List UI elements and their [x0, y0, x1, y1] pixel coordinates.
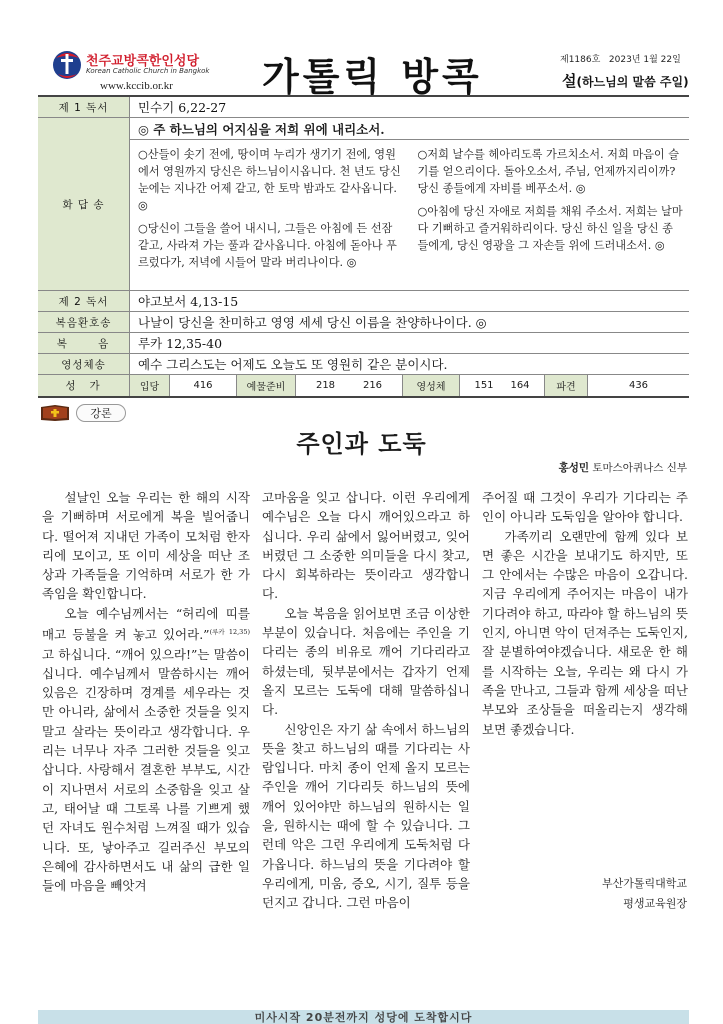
- second-reading-value: 야고보서 4,13-15: [138, 294, 239, 309]
- offertory-hymn-label: 예물준비: [236, 375, 296, 396]
- homily-paragraph: [42, 604, 250, 896]
- bulletin-title: 가톨릭 방콕: [262, 55, 483, 99]
- second-reading-label: 제 2 독서: [38, 291, 130, 311]
- author-title: 토마스아퀴나스 신부: [592, 462, 687, 474]
- feast-sub: (하느님의 말씀 주일): [576, 75, 689, 89]
- author-name: 홍성민: [558, 462, 590, 474]
- homily-paragraph: 가족끼리 오랜만에 함께 있다 보면 좋은 시간을 보내기도 하지만, 또 그 안에서는 수많은 마음이 오갑니다. 지금 우리에게 주어지는 마음이 내가 기다려야 하고, 따라야 할 하느님의 뜻인지, 아니면 악이 던져주는 도둑인지, 잘 분별하여야겠습니다. 새로운 한 해를 시작하는 오늘, 우리는 왜 다시 가족을 만나고, 그들과 함께 세상을 떠난 부모와 조상들을 떠올리는지 생각해 보면 좋겠습니다.: [482, 528, 688, 737]
- hymn-numbers: [130, 375, 689, 396]
- church-name: 천주교방콕한인성당: [86, 54, 200, 69]
- homily-column-2: [262, 488, 470, 913]
- issue-info: [560, 52, 681, 65]
- psalm-verses-right: [410, 140, 690, 290]
- entrance-hymn-label: 입당: [130, 375, 170, 396]
- homily-title: 주인과 도둑: [296, 430, 427, 458]
- communion-hymn-number: 164: [510, 380, 530, 391]
- gospel-label: 복 음: [38, 333, 130, 353]
- psalm-content: [130, 118, 689, 290]
- homily-text: 고 하십니다. “깨어 있으라!”는 말씀이십니다. 예수님께서 말씀하시는 깨어있음은 긴장하며 경계를 세우라는 것만 아니라, 삶에서 소중한 것들을 잊지 말고 살라는 뜻이라고 생각합니다. 우리는 너무나 자주 그러한 것들을 잊고 삽니다. 사랑해서 결혼한 부부도, 시간이 지나면서 서로의 소중함을 잊고 살고, 태어날 때 그토록 나를 기쁘게 했던 자녀도 원수처럼 느껴질 때가 있습니다. 또, 낳아주고 길러주신 부모의 은혜에 감사하면서도 내 삶의 급한 일들에 마음을 빼앗겨: [42, 646, 250, 894]
- homily-column-1: [42, 488, 250, 895]
- alleluia-label: 복음환호송: [38, 312, 130, 332]
- first-reading-label: 제 1 독서: [38, 97, 130, 117]
- bulletin-header: [0, 0, 723, 99]
- homily-author: [559, 460, 687, 475]
- gospel-row: [38, 333, 689, 354]
- homily-paragraph: 신앙인은 자기 삶 속에서 하느님의 뜻을 찾고 하느님의 때를 기다리는 사람입니다. 마치 종이 언제 올지 모르는 주인을 깨어 기다리듯 하느님의 뜻에 깨어 있어야만 하느님의 원하시는 일을, 원하시는 때에 할 수 있습니다. 그런데 악은 그런 우리에게 도둑처럼 다가옵니다. 하느님의 뜻을 기다려야 할 우리에게, 미움, 증오, 시기, 질투 등을 던지고 갑니다. 그런 마음이: [262, 721, 470, 911]
- psalm-row: [38, 118, 689, 291]
- issue-number: 제1186호: [560, 55, 601, 65]
- feast-main: 설: [562, 72, 577, 90]
- homily-column-3: [482, 488, 688, 739]
- psalm-verse: ○산들이 솟기 전에, 땅이며 누리가 생기기 전에, 영원에서 영원까지 당신은 하느님이시옵니다. 천 년도 당신 눈에는 지나간 어제 같고, 한 토막 밤과도 같사옵니다. ◎: [138, 148, 401, 212]
- psalm-refrain: ◎ 주 하느님의 어지심을 저희 위에 내리소서.: [130, 118, 689, 140]
- communion-antiphon-label: 영성체송: [38, 354, 130, 374]
- entrance-hymn-number: 416: [193, 380, 213, 391]
- offertory-hymn-number: 218: [315, 380, 336, 391]
- communion-hymn-label: 영성체: [402, 375, 460, 396]
- psalm-verse: ○당신이 그들을 쓸어 내시니, 그들은 아침에 든 선잠 같고, 사라져 가는 풀과 같사옵니다. 아침에 돋아나 푸르렀다가, 저녁에 시들어 말라 버리나이다. ◎: [138, 222, 397, 269]
- homily-tag: 강론: [76, 404, 126, 422]
- issue-date: 2023년 1월 22일: [608, 55, 681, 65]
- communion-hymn-number: 151: [474, 380, 494, 391]
- feast-name: [562, 70, 689, 91]
- footer-notice: 미사시작 20분전까지 성당에 도착합시다: [38, 1010, 689, 1024]
- homily-text: 오늘 예수님께서는 “허리에 띠를 매고 등불을 켜 놓고 있어라.”: [42, 605, 250, 643]
- hymns-row: [38, 375, 689, 396]
- psalm-verses: [130, 140, 689, 290]
- psalm-verse: ○저희 날수를 헤아리도록 가르치소서. 저희 마음이 슬기를 얻으리이다. 돌아오소서, 주님, 언제까지리이까? 당신 종들에게 자비를 베푸소서. ◎: [417, 148, 680, 195]
- scripture-citation: (루카 12,35): [209, 628, 250, 637]
- offertory-hymn-numbers: [296, 375, 402, 396]
- bible-icon: [40, 404, 70, 422]
- homily-paragraph: 주어질 때 그것이 우리가 기다리는 주인이 아니라 도둑임을 알아야 합니다.: [482, 490, 688, 525]
- recessional-hymn-number: 436: [628, 380, 649, 391]
- church-logo-icon: [52, 48, 82, 82]
- readings-table: [38, 95, 689, 398]
- recessional-hymn-label: 파견: [544, 375, 588, 396]
- communion-antiphon-row: [38, 354, 689, 375]
- alleluia-value: 나날이 당신을 찬미하고 영영 세세 당신 이름을 찬양하나이다. ◎: [138, 315, 487, 330]
- homily-paragraph: 고마움을 잊고 삽니다. 이런 우리에게 예수님은 오늘 다시 깨어있으라고 하십니다. 우리 삶에서 잃어버렸고, 잊어버렸던 그 소중한 의미들을 다시 찾고, 다시 회복하라는 뜻이라고 생각합니다.: [262, 490, 470, 602]
- communion-hymn-numbers: [460, 375, 544, 396]
- homily-paragraph: 오늘 복음을 읽어보면 조금 이상한 부분이 있습니다. 처음에는 주인을 기다리는 종의 비유로 깨어 기다리라고 하셨는데, 뒷부분에서는 갑자기 언제 올지 모르는 도둑에 대해 말씀하십니다.: [262, 605, 470, 718]
- author-affiliation: 부산가톨릭대학교: [601, 877, 687, 890]
- first-reading-row: [38, 97, 689, 118]
- second-reading-row: [38, 291, 689, 312]
- author-position: 평생교육원장: [623, 897, 687, 910]
- church-name-english: Korean Catholic Church in Bangkok: [86, 67, 210, 75]
- hymns-label: 성가: [38, 375, 130, 396]
- psalm-verse: ○아침에 당신 자애로 저희를 채워 주소서. 저희는 날마다 기뻐하고 즐거워하리이다. 당신 하신 일을 당신 종들에게, 당신 영광을 그 자손들 위에 드러내소서. ◎: [417, 205, 683, 252]
- offertory-hymn-number: 216: [362, 380, 383, 391]
- psalm-verses-left: [130, 140, 410, 290]
- homily-paragraph: 설날인 오늘 우리는 한 해의 시작을 기뻐하며 서로에게 복을 빌어줍니다. 떨어져 지내던 가족이 모처럼 한자리에 모이고, 또 이미 세상을 떠난 조상과 가족들을 기억하며 서로가 한 가족임을 확인합니다.: [42, 490, 250, 602]
- first-reading-value: 민수기 6,22-27: [138, 100, 227, 115]
- communion-antiphon-value: 예수 그리스도는 어제도 오늘도 또 영원히 같은 분이시다.: [138, 357, 448, 372]
- church-website[interactable]: www.kccib.or.kr: [100, 80, 173, 92]
- alleluia-row: [38, 312, 689, 333]
- psalm-label: 화 답 송: [38, 118, 130, 290]
- gospel-value: 루카 12,35-40: [138, 336, 223, 351]
